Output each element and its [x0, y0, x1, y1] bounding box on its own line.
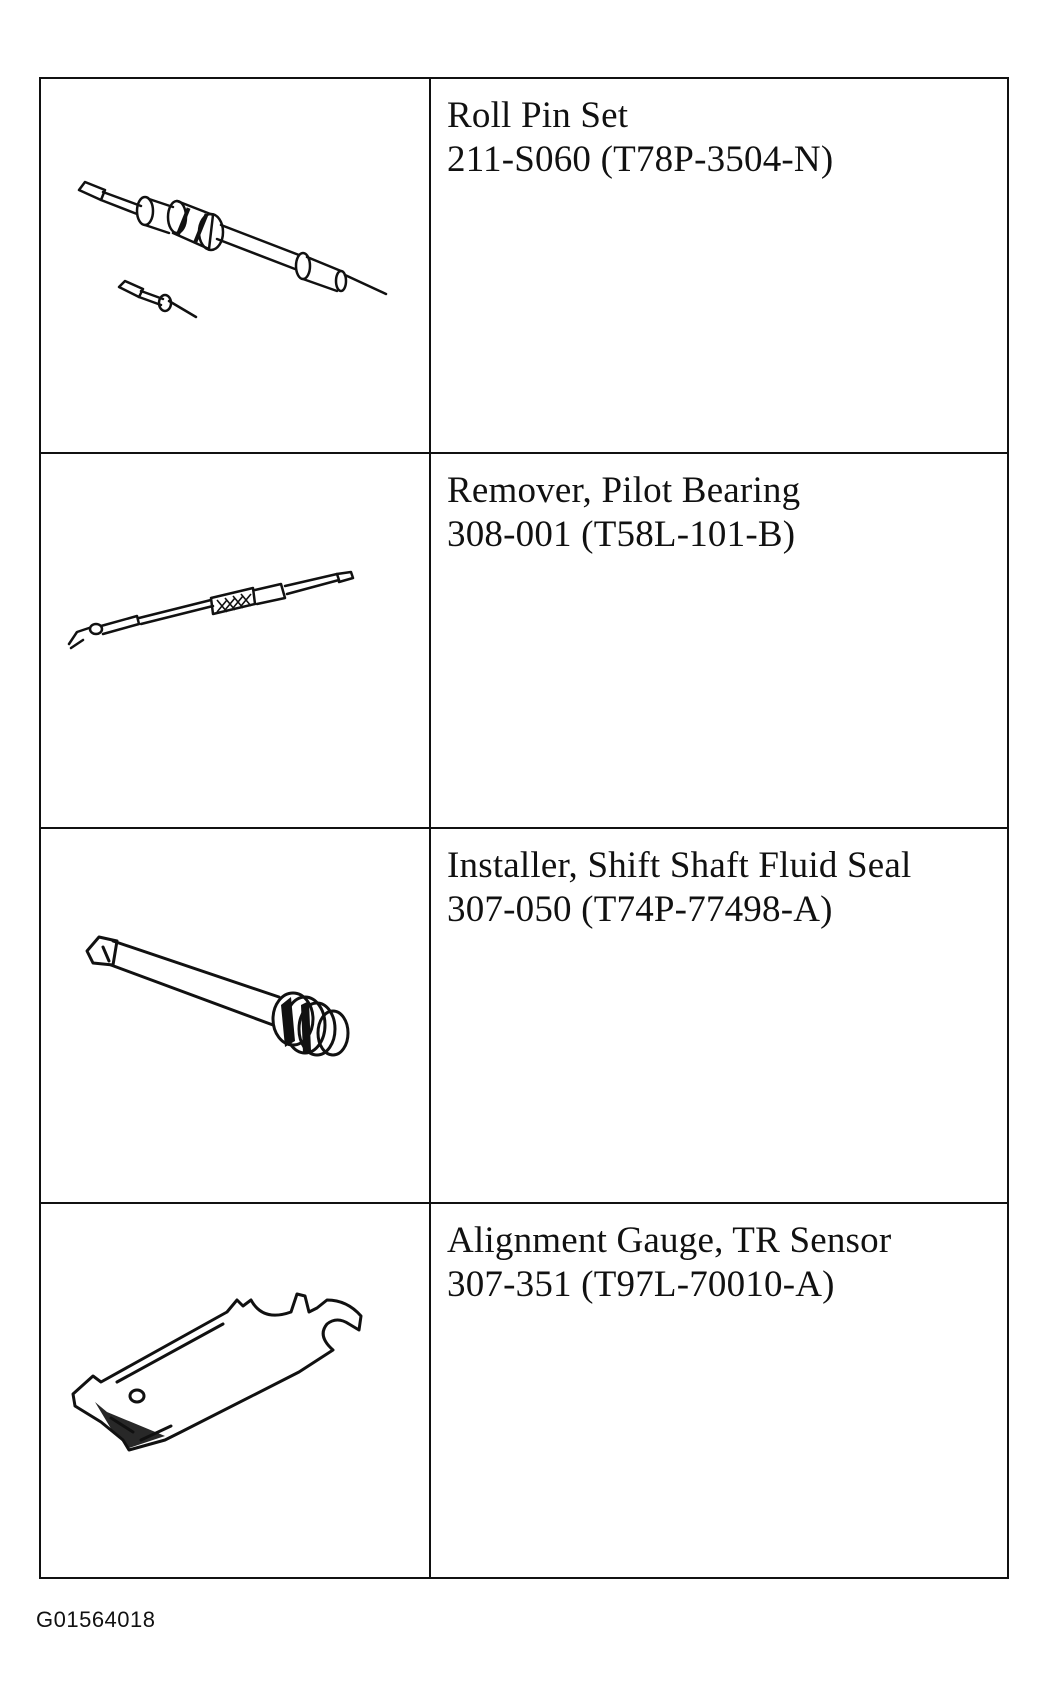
tool-description-cell — [430, 1203, 1008, 1578]
tool-image-cell — [40, 78, 430, 453]
pilot-bearing-remover-icon — [41, 454, 429, 827]
tool-description-cell — [430, 78, 1008, 453]
tool-image-cell — [40, 453, 430, 828]
tool-name: Installer, Shift Shaft Fluid Seal — [447, 845, 912, 886]
table-row — [40, 1203, 1008, 1578]
tool-part-number: 307-050 (T74P-77498-A) — [447, 889, 833, 930]
tool-name: Alignment Gauge, TR Sensor — [447, 1220, 892, 1261]
alignment-gauge-icon — [41, 1204, 429, 1577]
figure-id: G01564018 — [36, 1607, 156, 1632]
tool-name: Roll Pin Set — [447, 95, 629, 136]
table-row — [40, 828, 1008, 1203]
roll-pin-set-icon — [41, 79, 429, 452]
tool-part-number: 307-351 (T97L-70010-A) — [447, 1264, 835, 1305]
tool-image-cell — [40, 1203, 430, 1578]
table-row — [40, 78, 1008, 453]
tool-part-number: 308-001 (T58L-101-B) — [447, 514, 796, 555]
table-row — [40, 453, 1008, 828]
seal-installer-icon — [41, 829, 429, 1202]
special-tools-table — [39, 77, 1009, 1579]
tool-name: Remover, Pilot Bearing — [447, 470, 801, 511]
tool-part-number: 211-S060 (T78P-3504-N) — [447, 139, 834, 180]
tool-image-cell — [40, 828, 430, 1203]
tool-description-cell — [430, 828, 1008, 1203]
tool-description-cell — [430, 453, 1008, 828]
